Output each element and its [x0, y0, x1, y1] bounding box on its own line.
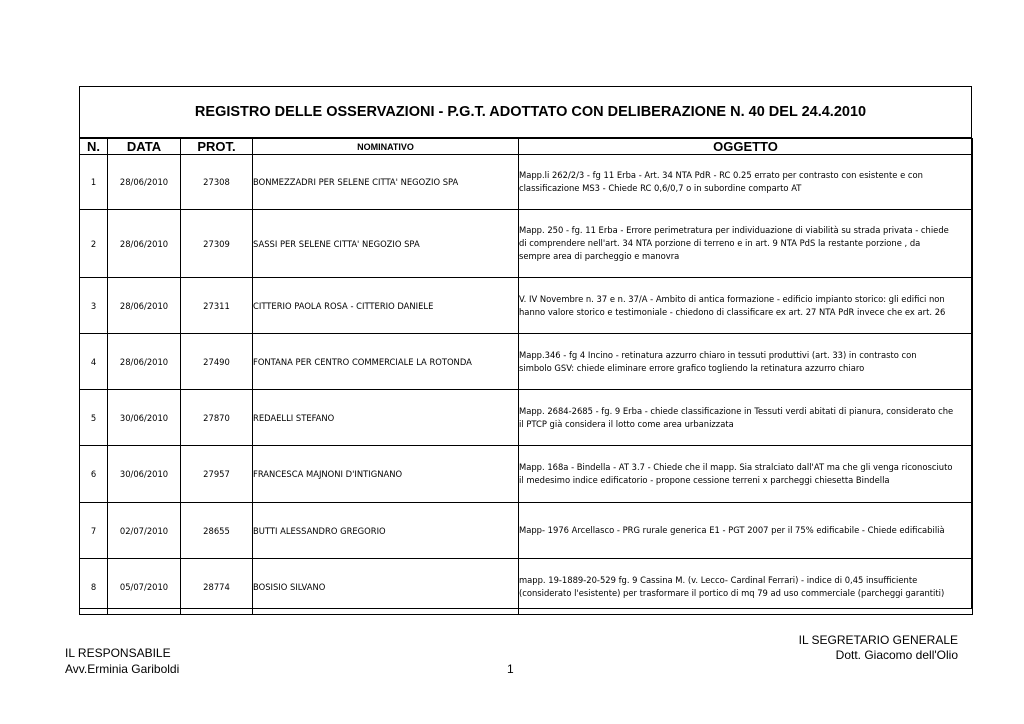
footer-right-name: Dott. Giacomo dell'Olio [835, 648, 958, 662]
row-number: 7 [80, 503, 108, 559]
table-row [80, 446, 973, 503]
row-number: 5 [80, 390, 108, 446]
row-nominativo: REDAELLI STEFANO [253, 390, 519, 446]
footer-left-name: Avv.Erminia Gariboldi [65, 662, 180, 676]
row-protocol: 27490 [181, 334, 253, 390]
oggetto-line: mapp. 19-1889-20-529 fg. 9 Cassina M. (v. Lecco- Cardinal Ferrari) - indice di 0,45 insufficiente [519, 574, 918, 585]
footer-left-role: IL RESPONSABILE [65, 646, 171, 660]
oggetto-line: Mapp.li 262/2/3 - fg 11 Erba - Art. 34 NTA PdR - RC 0.25 errato per contrasto con esistente e con [519, 170, 923, 180]
row-date: 02/07/2010 [108, 503, 181, 559]
row-number: 3 [80, 278, 108, 334]
header-n: N. [80, 139, 108, 155]
row-oggetto [519, 390, 973, 446]
row-oggetto [519, 334, 973, 390]
table-row [80, 334, 973, 390]
header-prot: PROT. [181, 139, 253, 155]
row-protocol: 27308 [181, 155, 253, 210]
row-oggetto [519, 278, 973, 334]
register-sheet [79, 86, 972, 609]
table-header-row [80, 139, 973, 155]
header-oggetto: OGGETTO [519, 139, 973, 155]
row-protocol: 27311 [181, 278, 253, 334]
row-date: 28/06/2010 [108, 210, 181, 278]
oggetto-line: il medesimo indice edificatorio - propone cessione terreni x parcheggi chiesetta Bindella [519, 475, 890, 485]
oggetto-line: il PTCP già considera il lotto come area urbanizzata [519, 418, 734, 429]
row-date: 30/06/2010 [108, 390, 181, 446]
table-row [80, 210, 973, 278]
row-date: 28/06/2010 [108, 278, 181, 334]
oggetto-line: (considerato l'esistente) per trasformare il portico di mq 79 ad uso commerciale (parcheggi garantiti) [519, 587, 945, 598]
register-table [79, 138, 973, 615]
oggetto-line: sempre area di parcheggio e manovra [519, 251, 680, 261]
row-protocol: 27309 [181, 210, 253, 278]
footer-right-role: IL SEGRETARIO GENERALE [798, 633, 958, 647]
oggetto-line: di comprendere nell'art. 34 NTA porzione di terreno e in art. 9 NTA PdS la restante porzione , da [519, 238, 921, 248]
oggetto-line: classificazione MS3 - Chiede RC 0,6/0,7 o in subordine comparto AT [519, 183, 802, 193]
table-row [80, 390, 973, 446]
row-date: 28/06/2010 [108, 155, 181, 210]
row-nominativo: BUTTI ALESSANDRO GREGORIO [253, 503, 519, 559]
oggetto-line: Mapp.346 - fg 4 Incino - retinatura azzurro chiaro in tessuti produttivi (art. 33) in contrasto con [519, 349, 917, 360]
table-row [80, 155, 973, 210]
row-number: 2 [80, 210, 108, 278]
page-number: 1 [507, 662, 514, 676]
row-nominativo: CITTERIO PAOLA ROSA - CITTERIO DANIELE [253, 278, 519, 334]
page-title: REGISTRO DELLE OSSERVAZIONI - P.G.T. ADOTTATO CON DELIBERAZIONE N. 40 DEL 24.4.2010 [80, 87, 971, 138]
row-number: 1 [80, 155, 108, 210]
row-protocol: 27870 [181, 390, 253, 446]
table-row [80, 278, 973, 334]
oggetto-line: hanno valore storico e testimoniale - chiedono di classificare ex art. 27 NTA PdR invece che ex art. 26 [519, 306, 946, 317]
oggetto-line: Mapp. 2684-2685 - fg. 9 Erba - chiede classificazione in Tessuti verdi abitati di pianura, considerato che [519, 405, 954, 416]
table-row [80, 503, 973, 559]
row-number: 6 [80, 446, 108, 503]
row-oggetto [519, 155, 973, 210]
oggetto-line: Mapp- 1976 Arcellasco - PRG rurale generica E1 - PGT 2007 per il 75% edificabile - Chiede edificabilià [519, 525, 945, 535]
row-date: 05/07/2010 [108, 559, 181, 615]
row-oggetto [519, 503, 973, 559]
row-protocol: 28774 [181, 559, 253, 615]
row-oggetto [519, 446, 973, 503]
oggetto-line: Mapp. 250 - fg. 11 Erba - Errore perimetratura per individuazione di viabilità su strada privata - chiede [519, 225, 949, 235]
row-date: 30/06/2010 [108, 446, 181, 503]
row-nominativo: SASSI PER SELENE CITTA' NEGOZIO SPA [253, 210, 519, 278]
row-number: 4 [80, 334, 108, 390]
row-nominativo: BONMEZZADRI PER SELENE CITTA' NEGOZIO SPA [253, 155, 519, 210]
row-nominativo: BOSISIO SILVANO [253, 559, 519, 615]
oggetto-line: Mapp. 168a - Bindella - AT 3.7 - Chiede che il mapp. Sia stralciato dall'AT ma che gli venga riconosciuto [519, 462, 953, 472]
row-oggetto [519, 210, 973, 278]
row-protocol: 28655 [181, 503, 253, 559]
table-row [80, 559, 973, 615]
row-nominativo: FONTANA PER CENTRO COMMERCIALE LA ROTONDA [253, 334, 519, 390]
row-number: 8 [80, 559, 108, 615]
table-body [80, 155, 973, 615]
header-nominativo: NOMINATIVO [253, 139, 519, 155]
header-data: DATA [108, 139, 181, 155]
row-protocol: 27957 [181, 446, 253, 503]
row-nominativo: FRANCESCA MAJNONI D'INTIGNANO [253, 446, 519, 503]
oggetto-line: simbolo GSV: chiede eliminare errore grafico togliendo la retinatura azzurro chiaro [519, 362, 865, 373]
oggetto-line: V. IV Novembre n. 37 e n. 37/A - Ambito di antica formazione - edificio impianto storico: gli edifici non [519, 293, 945, 304]
row-oggetto [519, 559, 973, 615]
row-date: 28/06/2010 [108, 334, 181, 390]
